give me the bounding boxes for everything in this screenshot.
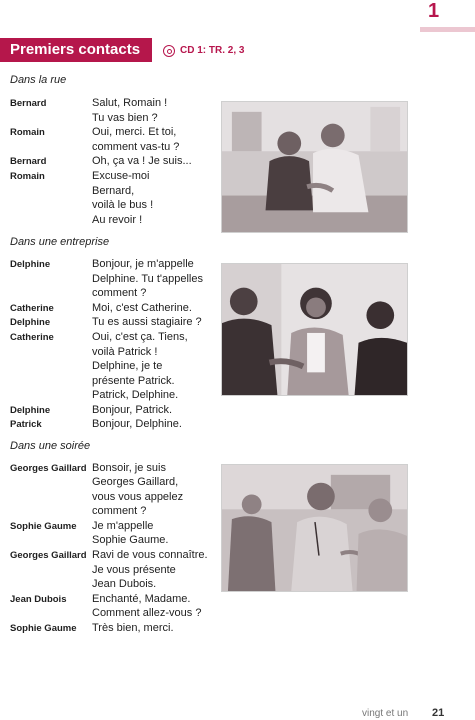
speaker-name: Georges Gaillard bbox=[10, 463, 87, 474]
dialogue-text: Au revoir ! bbox=[92, 214, 143, 226]
dialogue-text: Oui, c'est ça. Tiens, bbox=[92, 331, 188, 343]
cd-track-label: CD 1: TR. 2, 3 bbox=[180, 45, 245, 56]
speaker-name: Patrick bbox=[10, 419, 42, 430]
speaker-name: Delphine bbox=[10, 259, 51, 270]
dialogue-text: Je vous présente bbox=[92, 564, 176, 576]
cd-icon bbox=[163, 45, 175, 57]
dialogue-text: Ravi de vous connaître. bbox=[92, 549, 208, 561]
section-title-entreprise: Dans une entreprise bbox=[10, 236, 110, 248]
speaker-name: Sophie Gaume bbox=[10, 521, 77, 532]
page-number-words: vingt et un bbox=[362, 708, 409, 719]
dialogue-text: Je m'appelle bbox=[92, 520, 154, 532]
dialogue-text: Tu es aussi stagiaire ? bbox=[92, 316, 202, 328]
dialogue-text: Bonjour, je m'appelle bbox=[92, 258, 194, 270]
dialogue-text: voilà le bus ! bbox=[92, 199, 154, 211]
photo-office-handshake bbox=[221, 263, 408, 396]
dialogue-text: Delphine. Tu t'appelles bbox=[92, 273, 203, 285]
speaker-name: Bernard bbox=[10, 156, 47, 167]
speaker-name: Georges Gaillard bbox=[10, 550, 87, 561]
speaker-name: Delphine bbox=[10, 405, 51, 416]
dialogue-text: vous vous appelez bbox=[92, 491, 184, 503]
dialogue-text: Delphine, je te bbox=[92, 360, 163, 372]
dialogue-text: Excuse-moi bbox=[92, 170, 150, 182]
dialogue-text: comment ? bbox=[92, 505, 147, 517]
dialogue-text: Salut, Romain ! bbox=[92, 97, 168, 109]
photo-street-conversation bbox=[221, 101, 408, 233]
speaker-name: Catherine bbox=[10, 332, 54, 343]
dialogue-text: Georges Gaillard, bbox=[92, 476, 179, 488]
speaker-name: Delphine bbox=[10, 317, 51, 328]
page-title: Premiers contacts bbox=[10, 41, 141, 58]
speaker-name: Bernard bbox=[10, 98, 47, 109]
section-title-rue: Dans la rue bbox=[10, 74, 67, 86]
photo-evening-party bbox=[221, 464, 408, 592]
page-number: 21 bbox=[432, 707, 445, 719]
dialogue-text: Sophie Gaume. bbox=[92, 534, 169, 546]
dialogue-text: Tu vas bien ? bbox=[92, 112, 158, 124]
title-banner bbox=[0, 38, 152, 62]
dialogue-text: voilà Patrick ! bbox=[92, 346, 158, 358]
dialogue-text: Oui, merci. Et toi, bbox=[92, 126, 177, 138]
dialogue-text: Très bien, merci. bbox=[92, 622, 174, 634]
chapter-bar bbox=[420, 27, 475, 32]
chapter-number: 1 bbox=[428, 0, 440, 22]
dialogue-text: Comment allez-vous ? bbox=[92, 607, 202, 619]
dialogue-text: Oh, ça va ! Je suis... bbox=[92, 155, 192, 167]
dialogue-text: comment vas-tu ? bbox=[92, 141, 180, 153]
dialogue-text: Bonjour, Delphine. bbox=[92, 418, 182, 430]
dialogue-text: Bonjour, Patrick. bbox=[92, 404, 173, 416]
dialogue-text: Jean Dubois. bbox=[92, 578, 157, 590]
dialogue-text: Patrick, Delphine. bbox=[92, 389, 179, 401]
speaker-name: Romain bbox=[10, 127, 45, 138]
speaker-name: Jean Dubois bbox=[10, 594, 67, 605]
speaker-name: Sophie Gaume bbox=[10, 623, 77, 634]
dialogue-text: présente Patrick. bbox=[92, 375, 175, 387]
speaker-name: Catherine bbox=[10, 303, 54, 314]
dialogue-text: Bernard, bbox=[92, 185, 135, 197]
dialogue-text: Bonsoir, je suis bbox=[92, 462, 166, 474]
dialogue-text: Moi, c'est Catherine. bbox=[92, 302, 192, 314]
speaker-name: Romain bbox=[10, 171, 45, 182]
dialogue-text: comment ? bbox=[92, 287, 147, 299]
section-title-soiree: Dans une soirée bbox=[10, 440, 91, 452]
dialogue-text: Enchanté, Madame. bbox=[92, 593, 191, 605]
